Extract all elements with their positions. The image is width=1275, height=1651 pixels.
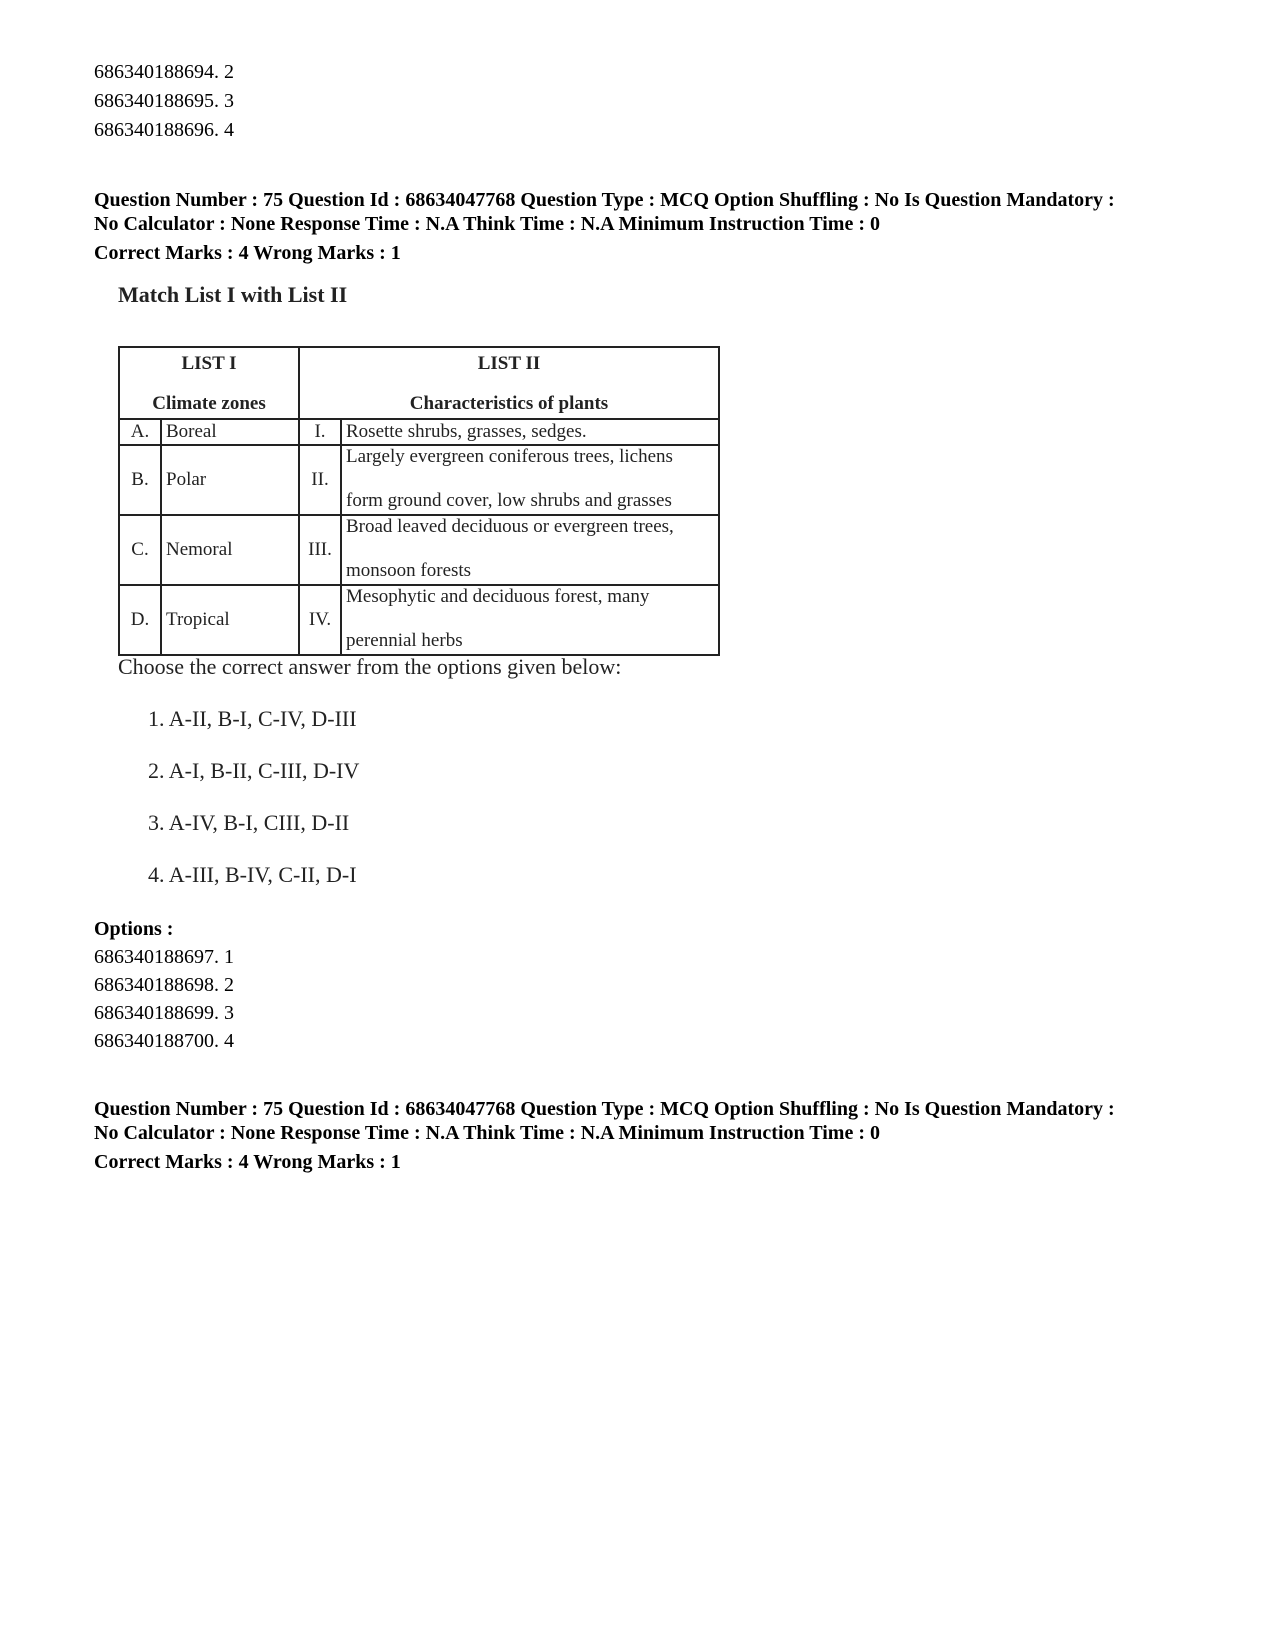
option-line: 686340188698. 2: [94, 974, 234, 996]
answer-choice: 3. A-IV, B-I, CIII, D-II: [148, 810, 350, 835]
match-table: [118, 346, 720, 656]
characteristic-line: perennial herbs: [346, 630, 463, 651]
characteristic-line: Broad leaved deciduous or evergreen trees,: [346, 516, 674, 537]
answer-choice: 2. A-I, B-II, C-III, D-IV: [148, 758, 360, 783]
question-title: Match List I with List II: [118, 282, 348, 307]
choose-instruction: Choose the correct answer from the options given below:: [118, 654, 622, 679]
characteristic-line: Mesophytic and deciduous forest, many: [346, 586, 650, 607]
option-line: 686340188699. 3: [94, 1002, 234, 1024]
answer-choice: 4. A-III, B-IV, C-II, D-I: [148, 862, 357, 887]
characteristic-line: Largely evergreen coniferous trees, lichens: [346, 446, 673, 467]
marks-line: Correct Marks : 4 Wrong Marks : 1: [94, 1151, 401, 1173]
climate-zone: Nemoral: [161, 515, 299, 585]
table-row: [119, 445, 719, 515]
list1-header-cell: [119, 347, 299, 419]
question-meta-line: No Calculator : None Response Time : N.A Think Time : N.A Minimum Instruction Time : 0: [94, 1122, 880, 1144]
option-line: 686340188695. 3: [94, 90, 234, 112]
row-numeral: I.: [299, 419, 341, 445]
table-row: [119, 585, 719, 655]
climate-zone: Tropical: [161, 585, 299, 655]
list2-subheader: Characteristics of plants: [409, 393, 609, 414]
climate-zone: Boreal: [161, 419, 299, 445]
table-row: [119, 419, 719, 445]
plant-characteristic: [341, 585, 719, 655]
option-line: 686340188700. 4: [94, 1030, 234, 1052]
option-line: 686340188696. 4: [94, 119, 234, 141]
plant-characteristic: Rosette shrubs, grasses, sedges.: [341, 419, 719, 445]
answer-choice: 1. A-II, B-I, C-IV, D-III: [148, 706, 357, 731]
question-meta-line: Question Number : 75 Question Id : 68634047768 Question Type : MCQ Option Shuffling : No Is Question Mandatory :: [94, 1098, 1115, 1120]
question-meta-line: Question Number : 75 Question Id : 68634047768 Question Type : MCQ Option Shuffling : No Is Question Mandatory :: [94, 189, 1115, 211]
row-numeral: III.: [299, 515, 341, 585]
plant-characteristic: [341, 445, 719, 515]
row-numeral: IV.: [299, 585, 341, 655]
options-label: Options :: [94, 918, 174, 940]
option-line: 686340188697. 1: [94, 946, 234, 968]
list1-header: LIST I: [181, 353, 237, 374]
list2-header-cell: [299, 347, 719, 419]
question-meta-line: No Calculator : None Response Time : N.A Think Time : N.A Minimum Instruction Time : 0: [94, 213, 880, 235]
row-letter: C.: [119, 515, 161, 585]
plant-characteristic: [341, 515, 719, 585]
row-letter: D.: [119, 585, 161, 655]
characteristic-line: form ground cover, low shrubs and grasses: [346, 490, 672, 511]
list2-header: LIST II: [477, 353, 541, 374]
list1-subheader: Climate zones: [152, 393, 266, 414]
table-row: [119, 515, 719, 585]
marks-line: Correct Marks : 4 Wrong Marks : 1: [94, 242, 401, 264]
climate-zone: Polar: [161, 445, 299, 515]
table-header-row: [119, 347, 719, 419]
characteristic-line: monsoon forests: [346, 560, 472, 581]
row-letter: B.: [119, 445, 161, 515]
row-letter: A.: [119, 419, 161, 445]
option-line: 686340188694. 2: [94, 61, 234, 83]
row-numeral: II.: [299, 445, 341, 515]
